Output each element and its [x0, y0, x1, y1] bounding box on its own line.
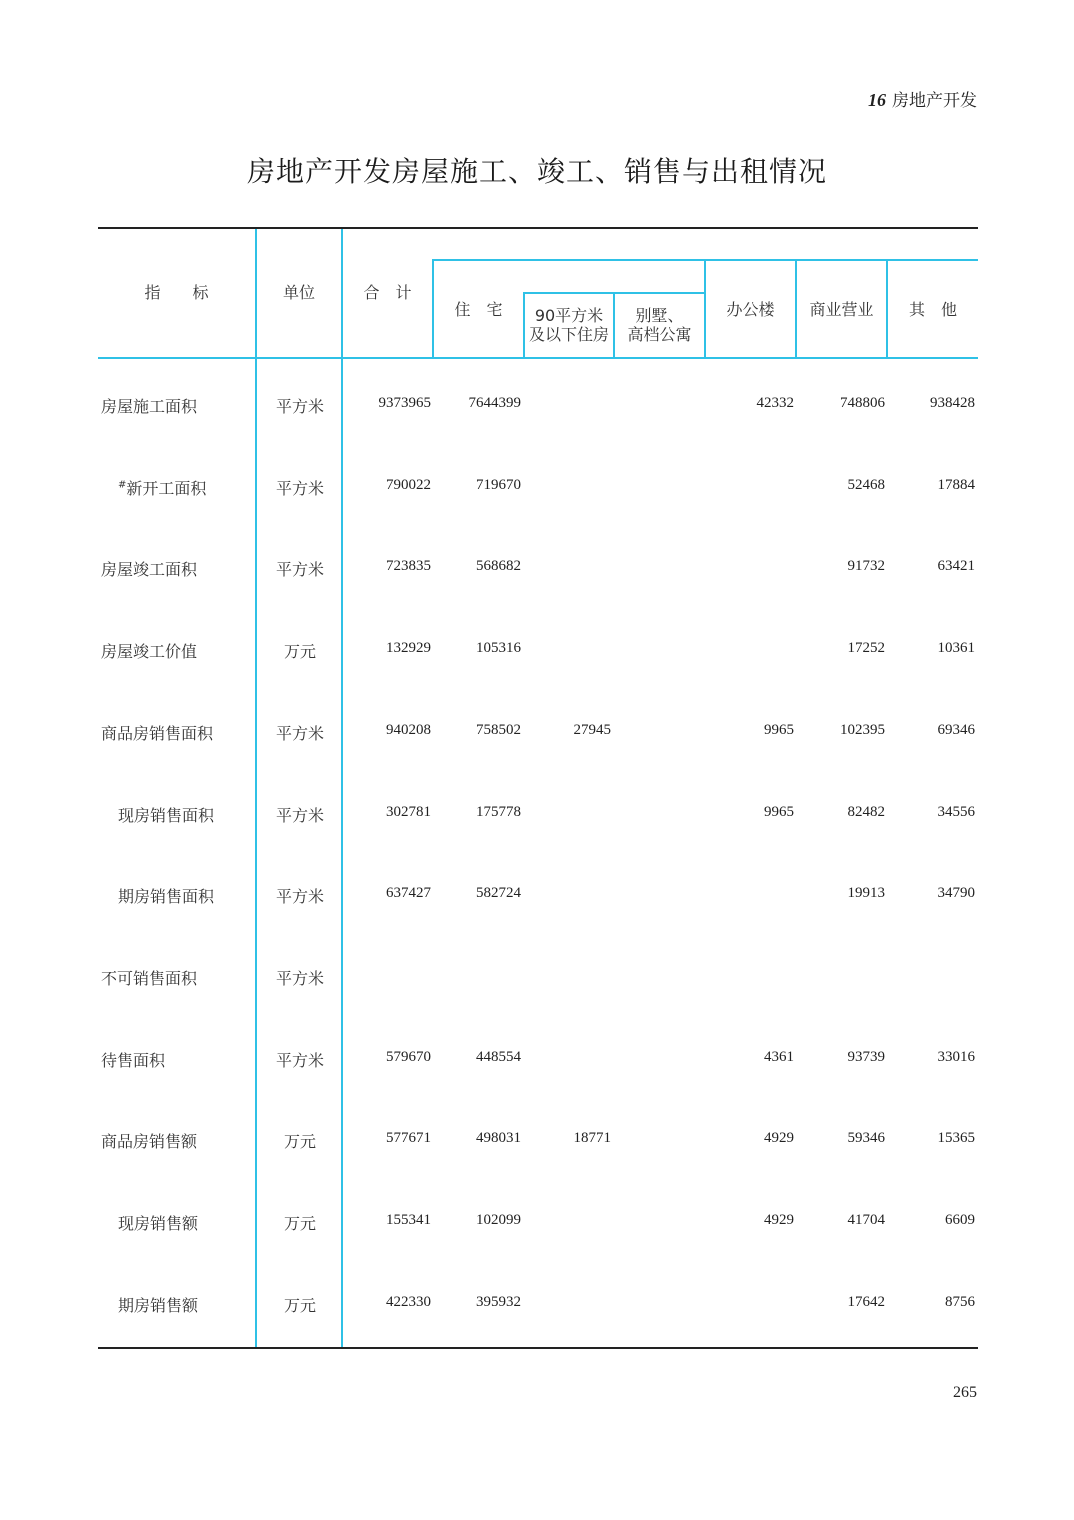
cell-other: 34556	[937, 804, 975, 820]
header-under-90sqm-line2: 及以下住房	[528, 325, 609, 344]
cell-total: 579670	[386, 1049, 431, 1065]
row-unit: 平方米	[275, 887, 324, 906]
row-unit: 万元	[283, 1296, 316, 1315]
cell-other: 6609	[945, 1212, 975, 1228]
cell-commercial: 41704	[847, 1212, 885, 1228]
table-bottom-rule	[98, 1347, 978, 1349]
row-unit: 万元	[283, 1132, 316, 1151]
header-other: 其 他	[908, 300, 957, 319]
cell-residential: 568682	[476, 558, 521, 574]
cell-residential: 395932	[476, 1294, 521, 1310]
chapter-title: 房地产开发	[892, 91, 977, 111]
row-label	[101, 557, 197, 580]
cell-commercial: 19913	[847, 885, 885, 901]
page-number: 265	[953, 1384, 977, 1401]
cell-other: 33016	[937, 1049, 975, 1065]
cell-commercial: 17252	[847, 640, 885, 656]
cell-residential: 758502	[476, 722, 521, 738]
row-label	[118, 476, 206, 499]
row-label-text: 现房销售额	[118, 1214, 199, 1233]
cell-other: 8756	[945, 1294, 975, 1310]
cell-commercial: 93739	[847, 1049, 885, 1065]
header-unit: 单位	[282, 283, 315, 302]
cell-commercial: 82482	[847, 804, 885, 820]
cell-commercial: 91732	[847, 558, 885, 574]
cell-office: 4361	[764, 1049, 794, 1065]
row-label-text: 房屋施工面积	[101, 397, 198, 416]
row-label-text: 待售面积	[101, 1051, 166, 1070]
row-label	[118, 1211, 198, 1234]
cell-under90: 18771	[573, 1130, 611, 1146]
row-unit: 平方米	[275, 724, 324, 743]
running-head	[868, 86, 977, 111]
row-label-mark: #	[118, 479, 127, 491]
cell-total: 723835	[386, 558, 431, 574]
row-unit: 平方米	[275, 479, 324, 498]
cell-residential: 719670	[476, 477, 521, 493]
cell-commercial: 52468	[847, 477, 885, 493]
cell-under90: 27945	[573, 722, 611, 738]
header-total: 合 计	[363, 283, 412, 302]
row-label	[101, 1129, 197, 1152]
header-under-90sqm-line1: 90平方米	[534, 306, 604, 325]
cell-other: 63421	[937, 558, 975, 574]
cell-office: 4929	[764, 1212, 794, 1228]
row-unit: 平方米	[275, 806, 324, 825]
header-office: 办公楼	[726, 300, 775, 319]
row-label-text: 新开工面积	[126, 479, 207, 498]
cell-residential: 105316	[476, 640, 521, 656]
row-label	[118, 803, 214, 826]
cell-total: 132929	[386, 640, 431, 656]
row-label-text: 商品房销售额	[101, 1132, 198, 1151]
cell-residential: 175778	[476, 804, 521, 820]
row-label	[101, 721, 213, 744]
row-label-text: 房屋竣工价值	[101, 642, 198, 661]
row-unit: 平方米	[275, 1051, 324, 1070]
chapter-number: 16	[868, 90, 886, 110]
row-label	[118, 884, 214, 907]
cell-residential: 582724	[476, 885, 521, 901]
cell-residential: 448554	[476, 1049, 521, 1065]
cell-residential: 498031	[476, 1130, 521, 1146]
row-label-text: 不可销售面积	[101, 969, 198, 988]
row-label	[101, 639, 197, 662]
cell-commercial: 59346	[847, 1130, 885, 1146]
page-title: 房地产开发房屋施工、竣工、销售与出租情况	[246, 155, 827, 188]
row-label	[101, 1048, 165, 1071]
cell-office: 9965	[764, 722, 794, 738]
cell-total: 637427	[386, 885, 431, 901]
header-indicator: 指 标	[144, 283, 209, 302]
cell-office: 9965	[764, 804, 794, 820]
cell-total: 422330	[386, 1294, 431, 1310]
cell-other: 938428	[930, 395, 975, 411]
row-unit: 平方米	[275, 969, 324, 988]
header-villa-line1: 别墅、	[635, 306, 684, 325]
cell-total: 940208	[386, 722, 431, 738]
cell-other: 69346	[937, 722, 975, 738]
row-unit: 万元	[283, 1214, 316, 1233]
cell-commercial: 17642	[847, 1294, 885, 1310]
row-label-text: 房屋竣工面积	[101, 560, 198, 579]
cell-office: 42332	[756, 395, 794, 411]
cell-office: 4929	[764, 1130, 794, 1146]
cell-other: 34790	[937, 885, 975, 901]
cell-residential: 102099	[476, 1212, 521, 1228]
row-label-text: 现房销售面积	[118, 806, 215, 825]
cell-commercial: 102395	[840, 722, 885, 738]
header-villa-line2: 高档公寓	[627, 325, 692, 344]
cell-other: 10361	[937, 640, 975, 656]
table-top-rule	[98, 227, 978, 229]
row-unit: 万元	[283, 642, 316, 661]
header-commercial: 商业营业	[809, 300, 874, 319]
cell-residential: 7644399	[468, 395, 521, 411]
row-label	[101, 966, 197, 989]
header-under-90sqm	[525, 306, 613, 344]
cell-total: 302781	[386, 804, 431, 820]
header-villa	[615, 306, 704, 344]
cell-total: 9373965	[378, 395, 431, 411]
cell-other: 15365	[937, 1130, 975, 1146]
cell-commercial: 748806	[840, 395, 885, 411]
cell-total: 155341	[386, 1212, 431, 1228]
cell-total: 577671	[386, 1130, 431, 1146]
header-residential: 住 宅	[454, 300, 503, 319]
row-label	[101, 394, 197, 417]
row-unit: 平方米	[275, 560, 324, 579]
column-divider-unit	[255, 229, 257, 1347]
cell-other: 17884	[937, 477, 975, 493]
row-label-text: 商品房销售面积	[101, 724, 214, 743]
row-label-text: 期房销售额	[118, 1296, 199, 1315]
row-label-text: 期房销售面积	[118, 887, 215, 906]
cell-total: 790022	[386, 477, 431, 493]
header-bottom-rule	[98, 357, 978, 359]
row-unit: 平方米	[275, 397, 324, 416]
row-label	[118, 1293, 198, 1316]
